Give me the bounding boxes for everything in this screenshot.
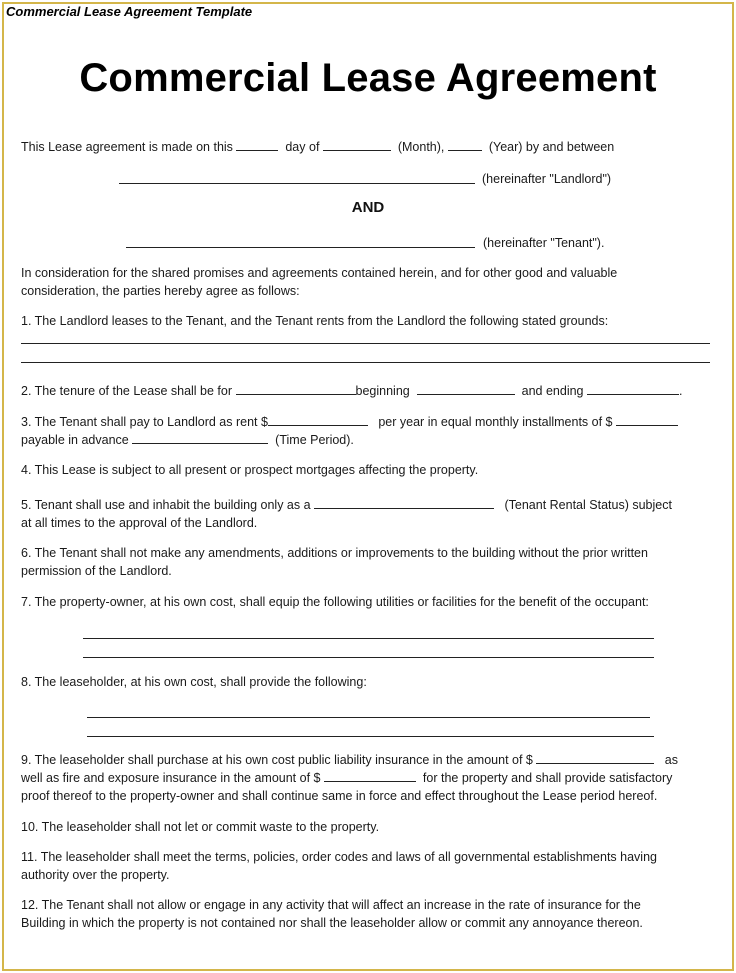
clause-8: 8. The leaseholder, at his own cost, shall provide the following: [21,675,367,689]
clause-5-line-1: 5. Tenant shall use and inhabit the building only as a (Tenant Rental Status) subject [21,498,672,512]
fire-insurance-blank[interactable] [324,769,416,782]
consideration-line-2: consideration, the parties hereby agree as follows: [21,284,300,298]
clause-3-line-2: payable in advance (Time Period). [21,433,354,447]
and-label: AND [351,199,385,216]
clause-10: 10. The leaseholder shall not let or commit waste to the property. [21,820,380,834]
provisions-blank-2[interactable] [87,736,654,737]
consideration-line-1: In consideration for the shared promises and agreements contained herein, and for other good and valuable [21,266,618,280]
tenant-name-blank[interactable] [126,247,475,248]
liability-insurance-blank[interactable] [536,751,654,764]
landlord-name-blank[interactable] [119,183,475,184]
clause-9-line-2: well as fire and exposure insurance in the amount of $ for the property and shall provide satisfactory [21,771,673,785]
clause-2: 2. The tenure of the Lease shall be for beginning and ending . [21,384,683,398]
beginning-blank[interactable] [417,382,515,395]
clause-11-line-2: authority over the property. [21,868,170,882]
clause-11-line-1: 11. The leaseholder shall meet the terms, policies, order codes and laws of all governmental establishments having [21,850,657,864]
clause-1: 1. The Landlord leases to the Tenant, and the Tenant rents from the Landlord the following stated grounds: [21,314,609,328]
provisions-blank-1[interactable] [87,717,650,718]
day-blank[interactable] [236,138,278,151]
landlord-label: (hereinafter "Landlord") [482,172,612,186]
clause-6-line-1: 6. The Tenant shall not make any amendments, additions or improvements to the building without the prior written [21,546,648,560]
grounds-blank-1[interactable] [21,343,710,344]
template-label: Commercial Lease Agreement Template [6,4,253,19]
intro-line: This Lease agreement is made on this day of (Month), (Year) by and between [21,140,615,154]
clause-5-line-2: at all times to the approval of the Landlord. [21,516,258,530]
month-blank[interactable] [323,138,391,151]
utilities-blank-2[interactable] [83,657,654,658]
clause-4: 4. This Lease is subject to all present or prospect mortgages affecting the property. [21,463,479,477]
tenant-label: (hereinafter "Tenant"). [483,236,605,250]
clause-3-line-1: 3. The Tenant shall pay to Landlord as rent $ per year in equal monthly installments of $ [21,413,678,431]
clause-6-line-2: permission of the Landlord. [21,564,172,578]
clause-9-line-1: 9. The leaseholder shall purchase at his own cost public liability insurance in the amount of $ as [21,753,678,767]
grounds-blank-2[interactable] [21,362,710,363]
monthly-installment-blank[interactable] [616,413,678,426]
clause-9-line-3: proof thereof to the property-owner and shall continue same in force and effect throughout the Lease period hereof. [21,789,658,803]
rental-status-blank[interactable] [314,496,494,509]
time-period-blank[interactable] [132,431,268,444]
rent-amount-blank[interactable] [268,413,368,426]
clause-12-line-2: Building in which the property is not contained nor shall the leaseholder allow or commit any annoyance thereon. [21,916,643,930]
clause-12-line-1: 12. The Tenant shall not allow or engage in any activity that will affect an increase in the rate of insurance for the [21,898,641,912]
document-title: Commercial Lease Agreement [79,56,657,100]
year-blank[interactable] [448,138,482,151]
clause-7: 7. The property-owner, at his own cost, shall equip the following utilities or facilities for the benefit of the occupant: [21,595,649,609]
tenure-blank[interactable] [236,382,356,395]
ending-blank[interactable] [587,382,679,395]
utilities-blank-1[interactable] [83,638,654,639]
